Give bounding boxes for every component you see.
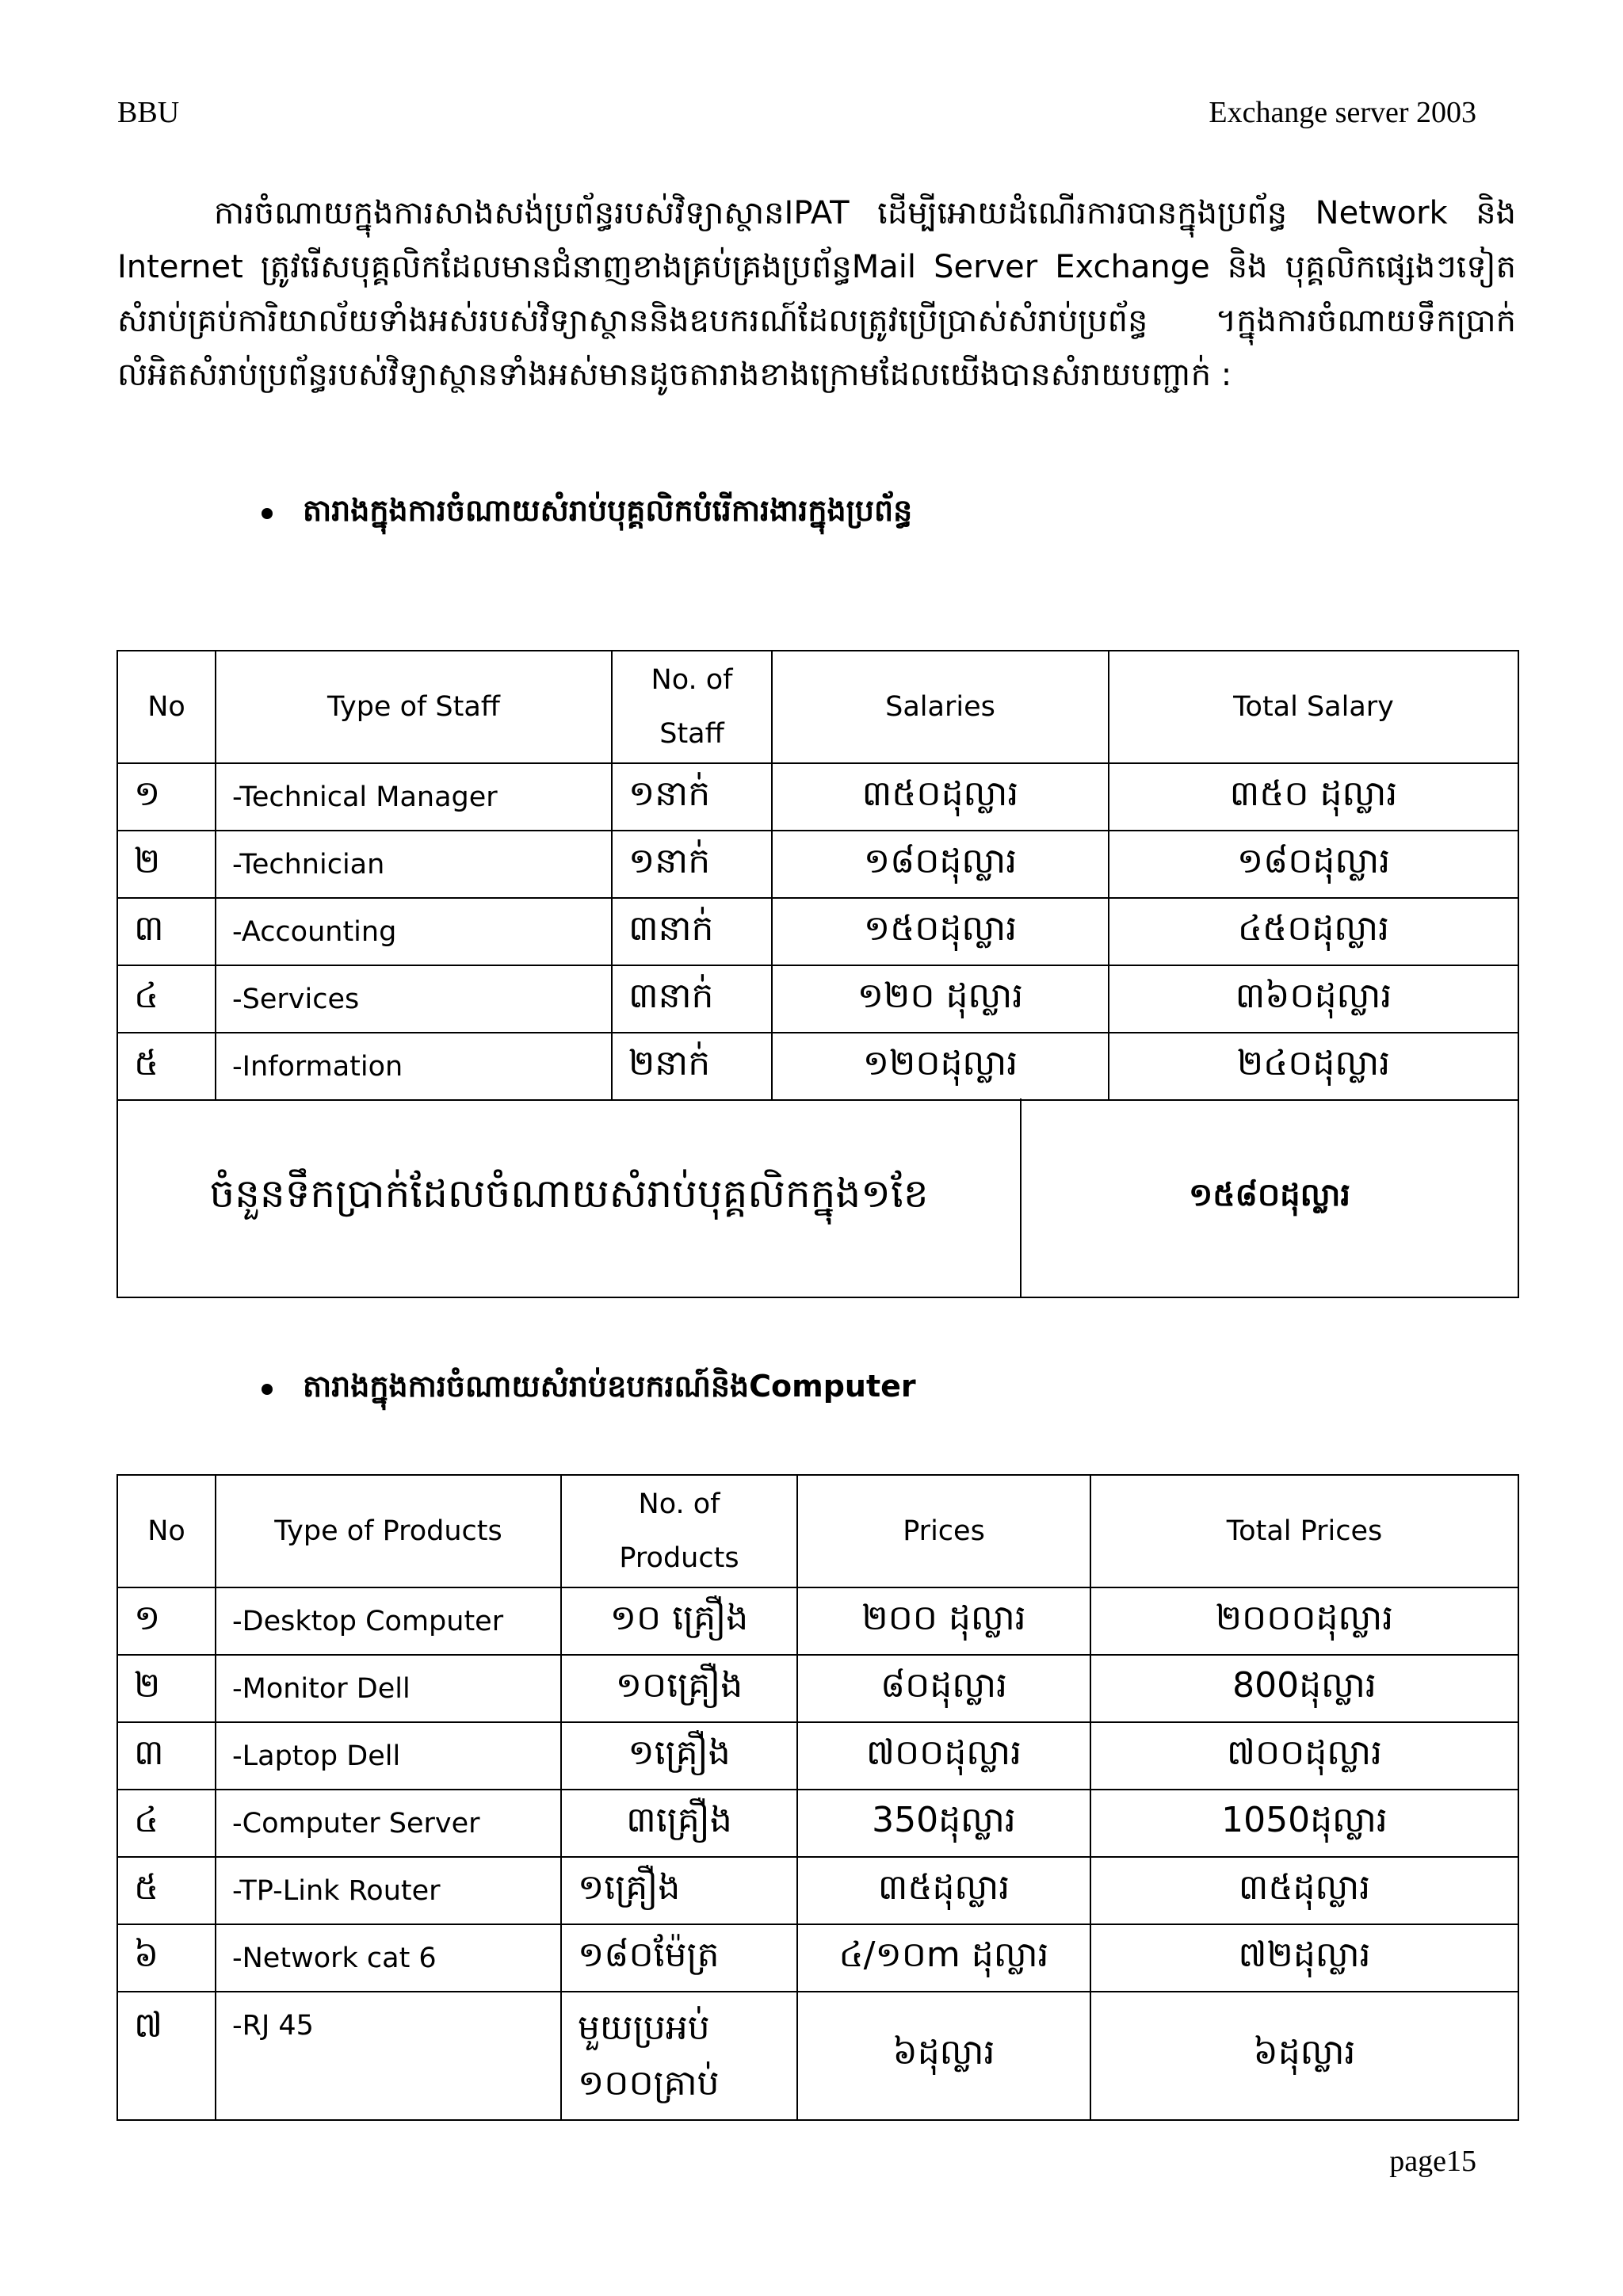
table-row [117, 1722, 1518, 1790]
header-right: Exchange server 2003 [1209, 96, 1476, 129]
cell-count: ១០គ្រឿង [561, 1655, 797, 1722]
cell-total: ៤៥០ដុល្លារ [1109, 898, 1518, 965]
cell-total: 800ដុល្លារ [1090, 1655, 1518, 1722]
cell-type: -Accounting [216, 898, 612, 965]
cell-count: ៣នាក់ [612, 965, 772, 1033]
cell-type: -Monitor Dell [216, 1655, 561, 1722]
intro-paragraph: ការចំណាយក្នុងការសាងសង់ប្រព័ន្ធរបស់វិទ្យាស្ថានIPAT ដើម្បីអោយដំណើរការបានក្នុងប្រព័ន្ធ Network និង Internet ត្រូវរើសបុគ្គលិកដែលមានជំនាញខាងគ្រប់គ្រងប្រព័ន្ធMail Server Exchange និង បុគ្គលិកផ្សេងៗទៀតសំរាប់គ្រប់ការិយាល័យទាំងអស់របស់វិទ្យាស្ថាននិងឧបករណ៍ដែលត្រូវប្រើប្រាស់សំរាប់ប្រព័ន្ធ ។ក្នុងការចំណាយទឹកប្រាក់លំអិតសំរាប់ប្រព័ន្ធរបស់វិទ្យាស្ថានទាំងអស់មានដូចតារាងខាងក្រោមដែលយើងបានសំរាយបញ្ជាក់ : [117, 195, 1516, 393]
cell-no: ១ [117, 1587, 216, 1655]
col-unit: Prices [797, 1475, 1090, 1587]
table-header-row [117, 651, 1518, 763]
header-left: BBU [117, 96, 180, 129]
cell-type: -TP-Link Router [216, 1857, 561, 1924]
cell-total: ៦ដុល្លារ [1090, 1992, 1518, 2120]
cell-unit: ៣៥០ដុល្លារ [772, 763, 1109, 831]
table-header-row [117, 1475, 1518, 1587]
cell-no: ៤ [117, 965, 216, 1033]
cell-type: -Network cat 6 [216, 1924, 561, 1992]
cell-count: ១គ្រឿង [561, 1857, 797, 1924]
cell-no: ៧ [117, 1992, 216, 2120]
cell-count: ១គ្រឿង [561, 1722, 797, 1790]
bullet-dot-icon [262, 508, 273, 519]
staff-table [116, 650, 1519, 1101]
cell-unit: ១៨០ដុល្លារ [772, 831, 1109, 898]
table-row [117, 1992, 1518, 2120]
cell-total: ៧២ដុល្លារ [1090, 1924, 1518, 1992]
cell-type: -Computer Server [216, 1790, 561, 1857]
staff-summary-table [116, 1098, 1519, 1298]
cell-no: ៥ [117, 1857, 216, 1924]
products-bullet [262, 1367, 916, 1412]
cell-no: ១ [117, 763, 216, 831]
cell-unit: ២០០ ដុល្លារ [797, 1587, 1090, 1655]
table-row [117, 1033, 1518, 1100]
cell-unit: ៨០ដុល្លារ [797, 1655, 1090, 1722]
col-unit: Salaries [772, 651, 1109, 763]
cell-unit: ៦ដុល្លារ [797, 1992, 1090, 2120]
col-count: No. of Products [561, 1475, 797, 1587]
cell-count: ១នាក់ [612, 763, 772, 831]
cell-type: -RJ 45 [216, 1992, 561, 2120]
cell-count: ២នាក់ [612, 1033, 772, 1100]
cell-no: ២ [117, 1655, 216, 1722]
cell-no: ៤ [117, 1790, 216, 1857]
cell-total: ១៨០ដុល្លារ [1109, 831, 1518, 898]
cell-type: -Services [216, 965, 612, 1033]
cell-unit: ១៥០ដុល្លារ [772, 898, 1109, 965]
cell-count: ១០ គ្រឿង [561, 1587, 797, 1655]
cell-total: ២៤០ដុល្លារ [1109, 1033, 1518, 1100]
col-total: Total Prices [1090, 1475, 1518, 1587]
staff-bullet-text: តារាងក្នុងការចំណាយសំរាប់បុគ្គលិកបំរើការងារក្នុងប្រព័ន្ធ [303, 493, 913, 528]
cell-unit: ៤/១០m ដុល្លារ [797, 1924, 1090, 1992]
cell-no: ៣ [117, 1722, 216, 1790]
products-table [116, 1474, 1519, 2121]
cell-total: ៣៥០ ដុល្លារ [1109, 763, 1518, 831]
summary-value: ១៥៨០ដុល្លារ [1021, 1098, 1518, 1297]
table-row [117, 965, 1518, 1033]
cell-type: -Technical Manager [216, 763, 612, 831]
summary-row [117, 1098, 1518, 1297]
cell-unit: ៧០០ដុល្លារ [797, 1722, 1090, 1790]
bullet-dot-icon [262, 1384, 273, 1395]
table-row [117, 831, 1518, 898]
staff-bullet [262, 491, 912, 536]
cell-unit: ១២០ ដុល្លារ [772, 965, 1109, 1033]
table-row [117, 1587, 1518, 1655]
table-row [117, 1857, 1518, 1924]
table-row [117, 1790, 1518, 1857]
cell-unit: 350ដុល្លារ [797, 1790, 1090, 1857]
table-row [117, 763, 1518, 831]
cell-no: ៥ [117, 1033, 216, 1100]
cell-total: ៣៥ដុល្លារ [1090, 1857, 1518, 1924]
summary-label: ចំនួនទឹកប្រាក់ដែលចំណាយសំរាប់បុគ្គលិកក្នុង១ខែ [117, 1098, 1021, 1297]
cell-unit: ១២០ដុល្លារ [772, 1033, 1109, 1100]
cell-count: មួយប្រអប់ ១០០គ្រាប់ [561, 1992, 797, 2120]
cell-type: -Laptop Dell [216, 1722, 561, 1790]
col-type: Type of Products [216, 1475, 561, 1587]
cell-count: ១៨០ម៉ែត្រ [561, 1924, 797, 1992]
col-type: Type of Staff [216, 651, 612, 763]
cell-type: -Desktop Computer [216, 1587, 561, 1655]
cell-total: ៧០០ដុល្លារ [1090, 1722, 1518, 1790]
cell-no: ៦ [117, 1924, 216, 1992]
col-no: No [117, 1475, 216, 1587]
col-no: No [117, 651, 216, 763]
cell-count: ៣គ្រឿង [561, 1790, 797, 1857]
col-count: No. of Staff [612, 651, 772, 763]
cell-total: ២០០០ដុល្លារ [1090, 1587, 1518, 1655]
cell-count: ៣នាក់ [612, 898, 772, 965]
table-row [117, 1655, 1518, 1722]
cell-no: ៣ [117, 898, 216, 965]
cell-unit: ៣៥ដុល្លារ [797, 1857, 1090, 1924]
products-bullet-text: តារាងក្នុងការចំណាយសំរាប់ឧបករណ៍និងComputer [303, 1369, 916, 1404]
col-total: Total Salary [1109, 651, 1518, 763]
cell-type: -Technician [216, 831, 612, 898]
cell-type: -Information [216, 1033, 612, 1100]
table-row [117, 898, 1518, 965]
table-row [117, 1924, 1518, 1992]
cell-total: 1050ដុល្លារ [1090, 1790, 1518, 1857]
cell-no: ២ [117, 831, 216, 898]
page-number: page15 [1389, 2145, 1476, 2178]
cell-total: ៣៦០ដុល្លារ [1109, 965, 1518, 1033]
cell-count: ១នាក់ [612, 831, 772, 898]
